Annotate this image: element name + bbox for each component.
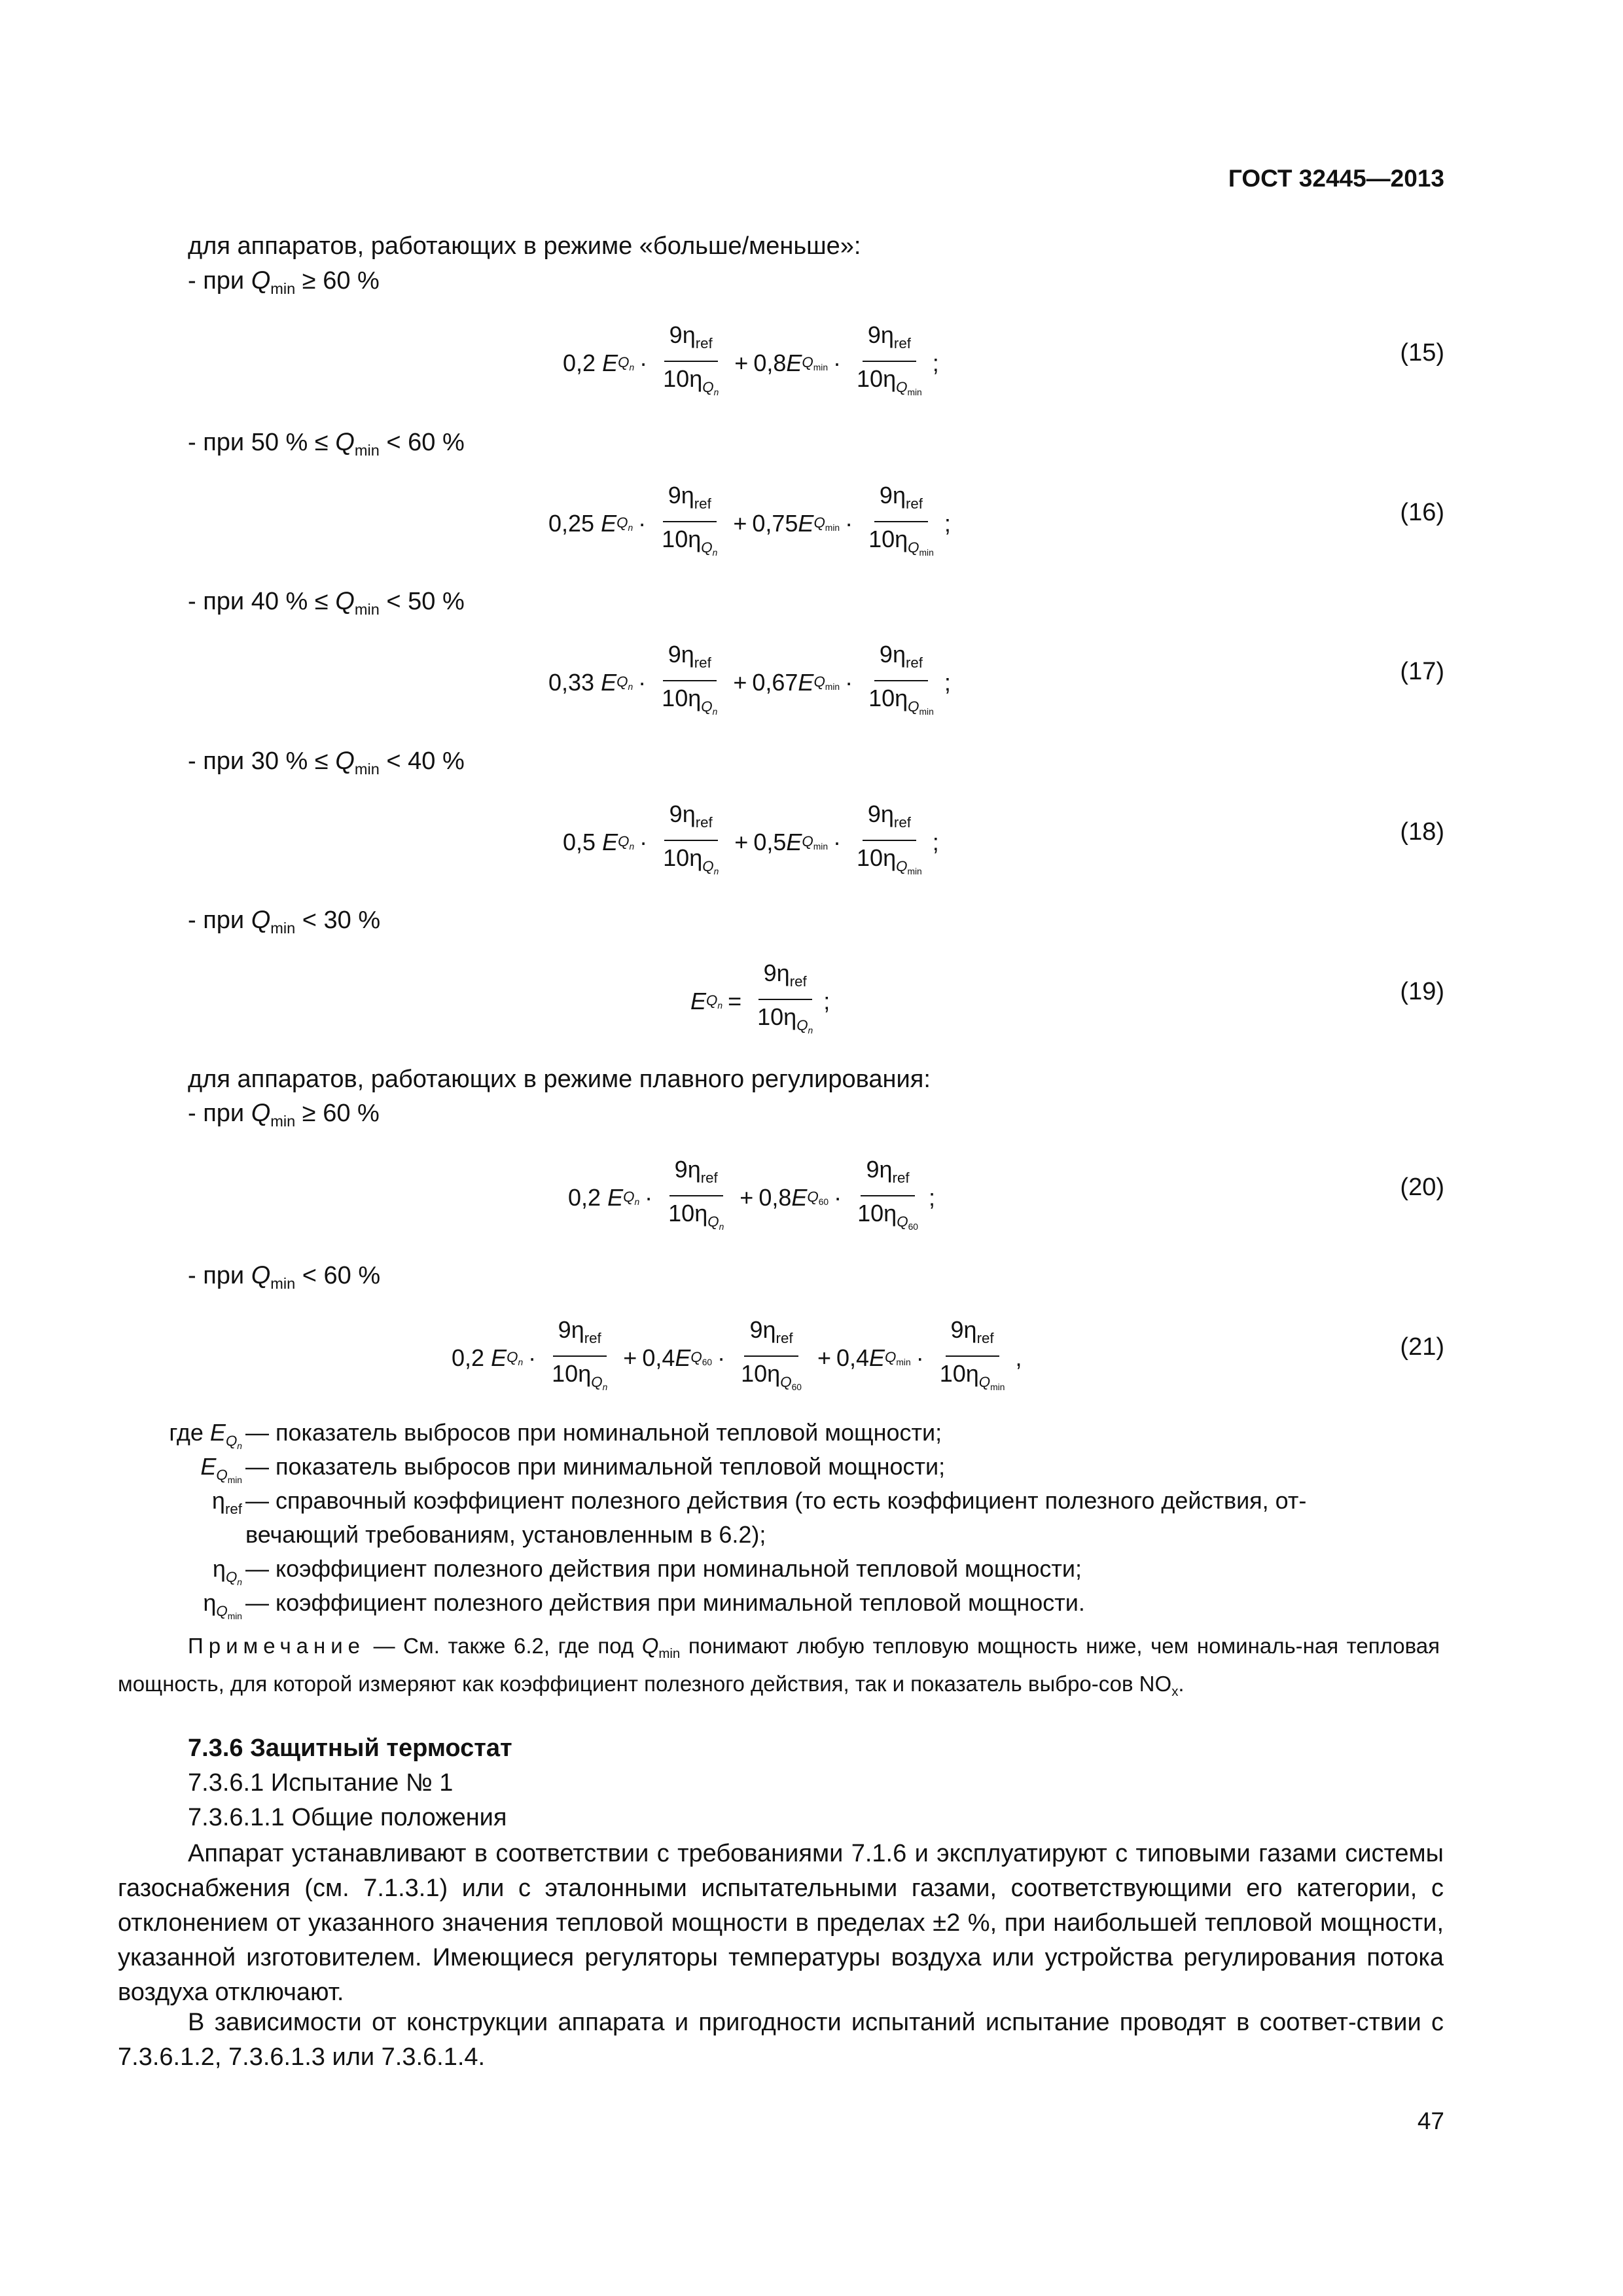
condition-line: - при $Q_{min} < 60$ % (188, 1262, 381, 1293)
body-paragraph: Аппарат устанавливают в соответствии с требованиями 7.1.6 и эксплуатируют с типовыми газами системы газоснабжения (см. 7.1.3.1) или с эталонными испытательными газами, соответствующими его категории, с отклонением от указанного значения тепловой мощности в пределах ±2 %, при наибольшей тепловой мощности, указанной изготовителем. Имеющиеся регуляторы температуры воздуха или устройства регулирования потока воздуха отключают. (118, 1840, 1444, 2006)
equation-number: (18) (1400, 818, 1444, 846)
formula-17: 0,33 E $Q_n$ · $\frac{9\eta_{ref}}{10\eta_{Q_n}}$ + 0,67 E $Q_{min}$ · $\frac{9\eta_{ref}}{10\eta_{Q_{min}}}$ ; (548, 641, 951, 717)
document-header: ГОСТ 32445—2013 (1228, 165, 1444, 192)
body-paragraph: В зависимости от конструкции аппарата и пригодности испытаний испытание проводят в соответ-ствии с 7.3.6.1.2, 7.3.6.1.3 или 7.3.6.1.4. (118, 2009, 1444, 2071)
equation-number: (21) (1400, 1333, 1444, 1361)
formula-18: 0,5 E $Q_n$ · $\frac{9\eta_{ref}}{10\eta_{Q_n}}$ + 0,5 E $Q_{min}$ · $\frac{9\eta_{ref}}{10\eta_{Q_{min}}}$ ; (563, 800, 939, 876)
formula-16: 0,25 E $Q_n$ · $\frac{9\eta_{ref}}{10\eta_{Q_n}}$ + 0,75 E $Q_{min}$ · $\frac{9\eta_{ref}}{10\eta_{Q_{min}}}$ ; (548, 482, 951, 558)
condition-line: - при $Q_{min} \ge 60$ % (188, 267, 380, 298)
note-block: Примечание — См. также 6.2, где под $Q_{min}$ понимают любую тепловую мощность ниже, чем номиналь-ная тепловая мощность, для которой измеряют как коэффициент полезного действия, так и показатель выбро-сов $NO_x$. (118, 1634, 1440, 1700)
subsection-heading: 7.3.6.1.1 Общие положения (188, 1804, 507, 1831)
equation-number: (19) (1400, 978, 1444, 1005)
condition-line: - при 30 % ≤ $Q_{min} < 40$ % (188, 747, 465, 778)
subsection-heading: 7.3.6.1 Испытание № 1 (188, 1769, 454, 1797)
condition-line: - при $Q_{min} < 30$ % (188, 906, 381, 937)
formula-15: 0,2 E $Q_n$ · $\frac{9\eta_{ref}}{10\eta_{Q_n}}$ + 0,8 E $Q_{min}$ · $\frac{9\eta_{ref}}{10\eta_{Q_{min}}}$ ; (563, 321, 939, 397)
condition-line: - при 50 % ≤ $Q_{min} < 60$ % (188, 429, 465, 459)
intro-stepwise: для аппаратов, работающих в режиме «больше/меньше»: (188, 232, 861, 260)
formula-20: 0,2 E $Q_n$ · $\frac{9\eta_{ref}}{10\eta_{Q_n}}$ + 0,8 E $Q_{60}$ · $\frac{9\eta_{ref}}{10\eta_{Q_{60}}}$ ; (568, 1156, 935, 1232)
equation-number: (17) (1400, 658, 1444, 685)
section-heading: 7.3.6 Защитный термостат (188, 1734, 512, 1762)
equation-number: (16) (1400, 499, 1444, 526)
equation-number: (15) (1400, 339, 1444, 367)
intro-continuous: для аппаратов, работающих в режиме плавного регулирования: (188, 1066, 931, 1093)
formula-21: 0,2 E $Q_n$ · $\frac{9\eta_{ref}}{10\eta_{Q_n}}$ + 0,4 E $Q_{60}$ · $\frac{9\eta_{ref}}{10\eta_{Q_{60}}}$ + 0,4 E $Q_{min}$ · $\frac{9\eta_{ref}}{10\eta_{Q_{min}}}$ , (452, 1316, 1022, 1392)
equation-number: (20) (1400, 1174, 1444, 1201)
page-number: 47 (1417, 2108, 1444, 2134)
formula-19: E $Q_n$ = $\frac{9\eta_{ref}}{10\eta_{Q_n}}$ ; (690, 960, 830, 1035)
condition-line: - при $Q_{min} \ge 60$ % (188, 1100, 380, 1130)
condition-line: - при 40 % ≤ $Q_{min} < 50$ % (188, 588, 465, 619)
